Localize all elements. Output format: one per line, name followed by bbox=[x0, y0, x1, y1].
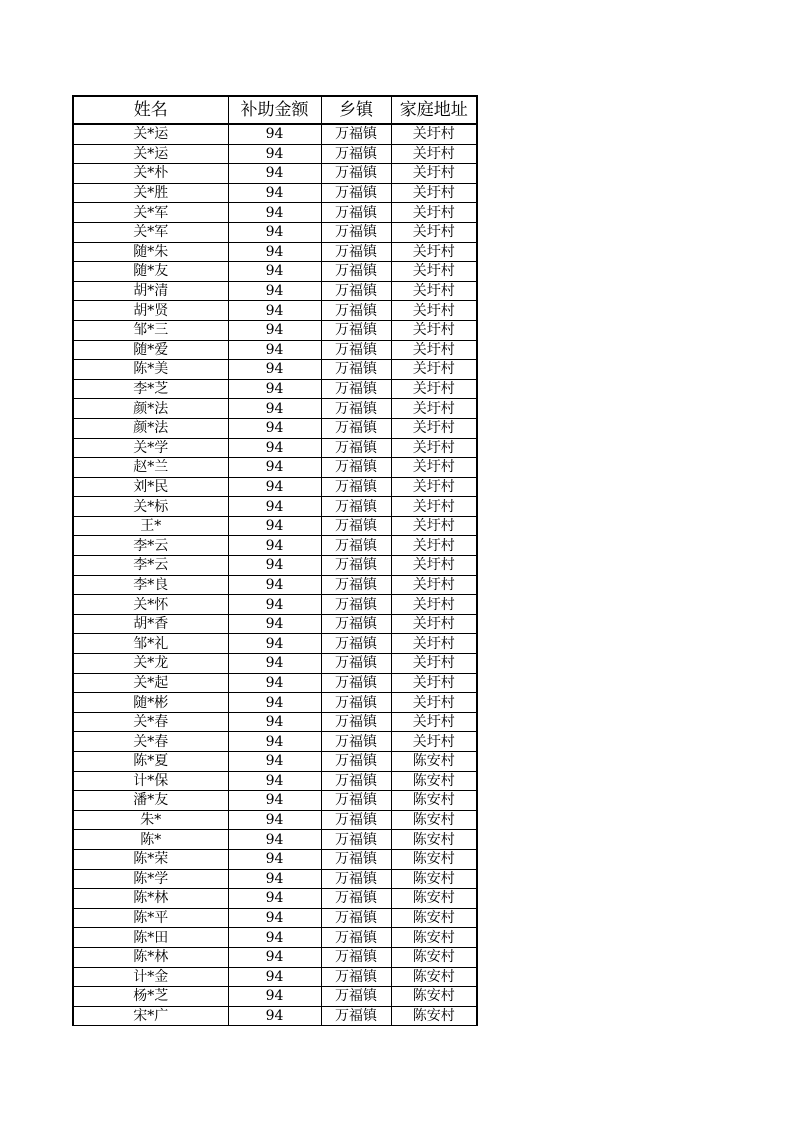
cell-subsidy-amount: 94 bbox=[228, 379, 321, 399]
cell-home-address: 陈安村 bbox=[391, 771, 477, 791]
table-row bbox=[73, 399, 477, 419]
cell-township: 万福镇 bbox=[321, 752, 391, 772]
cell-home-address: 关圩村 bbox=[391, 360, 477, 380]
table-row bbox=[73, 340, 477, 360]
cell-name: 潘*友 bbox=[73, 791, 228, 811]
cell-subsidy-amount: 94 bbox=[228, 928, 321, 948]
cell-township: 万福镇 bbox=[321, 399, 391, 419]
cell-name: 陈*夏 bbox=[73, 752, 228, 772]
cell-township: 万福镇 bbox=[321, 830, 391, 850]
cell-subsidy-amount: 94 bbox=[228, 654, 321, 674]
cell-name: 王* bbox=[73, 516, 228, 536]
cell-home-address: 关圩村 bbox=[391, 516, 477, 536]
table-row bbox=[73, 947, 477, 967]
cell-name: 关*龙 bbox=[73, 654, 228, 674]
cell-name: 赵*兰 bbox=[73, 458, 228, 478]
cell-home-address: 关圩村 bbox=[391, 222, 477, 242]
cell-home-address: 关圩村 bbox=[391, 242, 477, 262]
cell-township: 万福镇 bbox=[321, 320, 391, 340]
table-row bbox=[73, 516, 477, 536]
cell-township: 万福镇 bbox=[321, 458, 391, 478]
cell-township: 万福镇 bbox=[321, 222, 391, 242]
cell-subsidy-amount: 94 bbox=[228, 791, 321, 811]
table-row bbox=[73, 438, 477, 458]
cell-home-address: 关圩村 bbox=[391, 379, 477, 399]
cell-subsidy-amount: 94 bbox=[228, 752, 321, 772]
cell-subsidy-amount: 94 bbox=[228, 497, 321, 517]
cell-township: 万福镇 bbox=[321, 418, 391, 438]
table-row bbox=[73, 124, 477, 144]
table-row bbox=[73, 320, 477, 340]
cell-township: 万福镇 bbox=[321, 301, 391, 321]
cell-home-address: 关圩村 bbox=[391, 301, 477, 321]
cell-name: 邹*礼 bbox=[73, 634, 228, 654]
cell-home-address: 陈安村 bbox=[391, 967, 477, 987]
table-row bbox=[73, 497, 477, 517]
table-row bbox=[73, 458, 477, 478]
cell-subsidy-amount: 94 bbox=[228, 183, 321, 203]
cell-township: 万福镇 bbox=[321, 673, 391, 693]
table-row bbox=[73, 634, 477, 654]
cell-name: 关*春 bbox=[73, 732, 228, 752]
cell-name: 陈*荣 bbox=[73, 849, 228, 869]
cell-subsidy-amount: 94 bbox=[228, 320, 321, 340]
cell-township: 万福镇 bbox=[321, 1006, 391, 1026]
cell-subsidy-amount: 94 bbox=[228, 575, 321, 595]
cell-home-address: 关圩村 bbox=[391, 418, 477, 438]
cell-home-address: 关圩村 bbox=[391, 654, 477, 674]
cell-subsidy-amount: 94 bbox=[228, 947, 321, 967]
cell-subsidy-amount: 94 bbox=[228, 164, 321, 184]
cell-township: 万福镇 bbox=[321, 438, 391, 458]
cell-home-address: 关圩村 bbox=[391, 164, 477, 184]
subsidy-table bbox=[72, 95, 478, 1026]
cell-home-address: 关圩村 bbox=[391, 183, 477, 203]
table-row bbox=[73, 869, 477, 889]
table-row bbox=[73, 771, 477, 791]
cell-township: 万福镇 bbox=[321, 183, 391, 203]
cell-township: 万福镇 bbox=[321, 928, 391, 948]
cell-name: 刘*民 bbox=[73, 477, 228, 497]
table-row bbox=[73, 477, 477, 497]
cell-home-address: 关圩村 bbox=[391, 732, 477, 752]
cell-name: 陈*田 bbox=[73, 928, 228, 948]
cell-township: 万福镇 bbox=[321, 575, 391, 595]
cell-subsidy-amount: 94 bbox=[228, 889, 321, 909]
cell-township: 万福镇 bbox=[321, 281, 391, 301]
cell-township: 万福镇 bbox=[321, 947, 391, 967]
cell-subsidy-amount: 94 bbox=[228, 595, 321, 615]
cell-township: 万福镇 bbox=[321, 712, 391, 732]
cell-home-address: 陈安村 bbox=[391, 830, 477, 850]
cell-subsidy-amount: 94 bbox=[228, 732, 321, 752]
header-name: 姓名 bbox=[73, 96, 228, 124]
cell-subsidy-amount: 94 bbox=[228, 614, 321, 634]
table-row bbox=[73, 849, 477, 869]
table-row bbox=[73, 830, 477, 850]
cell-name: 宋*广 bbox=[73, 1006, 228, 1026]
cell-subsidy-amount: 94 bbox=[228, 634, 321, 654]
cell-name: 随*彬 bbox=[73, 693, 228, 713]
cell-township: 万福镇 bbox=[321, 791, 391, 811]
cell-home-address: 陈安村 bbox=[391, 928, 477, 948]
cell-home-address: 关圩村 bbox=[391, 536, 477, 556]
cell-home-address: 陈安村 bbox=[391, 1006, 477, 1026]
cell-home-address: 关圩村 bbox=[391, 634, 477, 654]
cell-name: 关*运 bbox=[73, 124, 228, 144]
cell-township: 万福镇 bbox=[321, 654, 391, 674]
header-home-address: 家庭地址 bbox=[391, 96, 477, 124]
table-row bbox=[73, 575, 477, 595]
cell-township: 万福镇 bbox=[321, 889, 391, 909]
table-row bbox=[73, 360, 477, 380]
table-row bbox=[73, 712, 477, 732]
cell-name: 朱* bbox=[73, 810, 228, 830]
cell-name: 李*良 bbox=[73, 575, 228, 595]
cell-subsidy-amount: 94 bbox=[228, 869, 321, 889]
table-row bbox=[73, 791, 477, 811]
cell-township: 万福镇 bbox=[321, 536, 391, 556]
table-row bbox=[73, 379, 477, 399]
cell-subsidy-amount: 94 bbox=[228, 673, 321, 693]
cell-township: 万福镇 bbox=[321, 477, 391, 497]
table-row bbox=[73, 281, 477, 301]
cell-township: 万福镇 bbox=[321, 124, 391, 144]
cell-name: 陈*学 bbox=[73, 869, 228, 889]
table-row bbox=[73, 418, 477, 438]
table-row bbox=[73, 262, 477, 282]
cell-name: 关*朴 bbox=[73, 164, 228, 184]
table-row bbox=[73, 752, 477, 772]
table-row bbox=[73, 732, 477, 752]
table-row bbox=[73, 987, 477, 1007]
cell-township: 万福镇 bbox=[321, 379, 391, 399]
cell-name: 关*胜 bbox=[73, 183, 228, 203]
cell-home-address: 关圩村 bbox=[391, 124, 477, 144]
cell-home-address: 关圩村 bbox=[391, 712, 477, 732]
cell-township: 万福镇 bbox=[321, 908, 391, 928]
cell-home-address: 关圩村 bbox=[391, 340, 477, 360]
cell-name: 关*怀 bbox=[73, 595, 228, 615]
table-header-row bbox=[73, 96, 477, 124]
cell-subsidy-amount: 94 bbox=[228, 1006, 321, 1026]
cell-home-address: 陈安村 bbox=[391, 987, 477, 1007]
cell-home-address: 关圩村 bbox=[391, 320, 477, 340]
cell-home-address: 陈安村 bbox=[391, 810, 477, 830]
cell-home-address: 陈安村 bbox=[391, 869, 477, 889]
cell-subsidy-amount: 94 bbox=[228, 849, 321, 869]
cell-subsidy-amount: 94 bbox=[228, 301, 321, 321]
table-row bbox=[73, 673, 477, 693]
table-row bbox=[73, 810, 477, 830]
cell-home-address: 关圩村 bbox=[391, 262, 477, 282]
table-row bbox=[73, 967, 477, 987]
cell-township: 万福镇 bbox=[321, 203, 391, 223]
cell-home-address: 关圩村 bbox=[391, 458, 477, 478]
table-row bbox=[73, 556, 477, 576]
cell-home-address: 关圩村 bbox=[391, 438, 477, 458]
cell-township: 万福镇 bbox=[321, 164, 391, 184]
cell-home-address: 关圩村 bbox=[391, 595, 477, 615]
cell-home-address: 陈安村 bbox=[391, 849, 477, 869]
cell-name: 随*友 bbox=[73, 262, 228, 282]
cell-name: 关*春 bbox=[73, 712, 228, 732]
cell-subsidy-amount: 94 bbox=[228, 556, 321, 576]
table-row bbox=[73, 164, 477, 184]
cell-home-address: 关圩村 bbox=[391, 399, 477, 419]
cell-subsidy-amount: 94 bbox=[228, 360, 321, 380]
table-row bbox=[73, 908, 477, 928]
cell-name: 胡*清 bbox=[73, 281, 228, 301]
cell-name: 关*军 bbox=[73, 222, 228, 242]
subsidy-table-sheet bbox=[72, 95, 478, 1026]
cell-township: 万福镇 bbox=[321, 849, 391, 869]
cell-township: 万福镇 bbox=[321, 242, 391, 262]
cell-subsidy-amount: 94 bbox=[228, 281, 321, 301]
cell-home-address: 关圩村 bbox=[391, 693, 477, 713]
cell-home-address: 陈安村 bbox=[391, 791, 477, 811]
cell-township: 万福镇 bbox=[321, 595, 391, 615]
cell-home-address: 陈安村 bbox=[391, 752, 477, 772]
table-row bbox=[73, 222, 477, 242]
cell-subsidy-amount: 94 bbox=[228, 516, 321, 536]
cell-township: 万福镇 bbox=[321, 144, 391, 164]
cell-subsidy-amount: 94 bbox=[228, 771, 321, 791]
header-township: 乡镇 bbox=[321, 96, 391, 124]
table-row bbox=[73, 889, 477, 909]
cell-name: 陈*林 bbox=[73, 889, 228, 909]
cell-subsidy-amount: 94 bbox=[228, 222, 321, 242]
cell-township: 万福镇 bbox=[321, 556, 391, 576]
cell-subsidy-amount: 94 bbox=[228, 536, 321, 556]
cell-name: 随*朱 bbox=[73, 242, 228, 262]
cell-name: 计*保 bbox=[73, 771, 228, 791]
cell-township: 万福镇 bbox=[321, 262, 391, 282]
cell-name: 李*芝 bbox=[73, 379, 228, 399]
cell-township: 万福镇 bbox=[321, 987, 391, 1007]
cell-township: 万福镇 bbox=[321, 771, 391, 791]
cell-subsidy-amount: 94 bbox=[228, 477, 321, 497]
cell-subsidy-amount: 94 bbox=[228, 712, 321, 732]
cell-subsidy-amount: 94 bbox=[228, 458, 321, 478]
cell-subsidy-amount: 94 bbox=[228, 340, 321, 360]
cell-township: 万福镇 bbox=[321, 516, 391, 536]
cell-home-address: 关圩村 bbox=[391, 144, 477, 164]
cell-subsidy-amount: 94 bbox=[228, 262, 321, 282]
cell-subsidy-amount: 94 bbox=[228, 418, 321, 438]
cell-name: 关*学 bbox=[73, 438, 228, 458]
table-row bbox=[73, 536, 477, 556]
cell-home-address: 关圩村 bbox=[391, 614, 477, 634]
cell-subsidy-amount: 94 bbox=[228, 124, 321, 144]
cell-township: 万福镇 bbox=[321, 340, 391, 360]
table-row bbox=[73, 614, 477, 634]
cell-name: 陈*林 bbox=[73, 947, 228, 967]
cell-subsidy-amount: 94 bbox=[228, 203, 321, 223]
cell-home-address: 陈安村 bbox=[391, 889, 477, 909]
cell-name: 计*金 bbox=[73, 967, 228, 987]
cell-township: 万福镇 bbox=[321, 869, 391, 889]
cell-home-address: 关圩村 bbox=[391, 477, 477, 497]
cell-home-address: 关圩村 bbox=[391, 673, 477, 693]
cell-name: 关*军 bbox=[73, 203, 228, 223]
cell-home-address: 关圩村 bbox=[391, 203, 477, 223]
cell-home-address: 关圩村 bbox=[391, 497, 477, 517]
cell-name: 陈*平 bbox=[73, 908, 228, 928]
cell-subsidy-amount: 94 bbox=[228, 242, 321, 262]
cell-township: 万福镇 bbox=[321, 497, 391, 517]
cell-subsidy-amount: 94 bbox=[228, 967, 321, 987]
cell-township: 万福镇 bbox=[321, 634, 391, 654]
cell-subsidy-amount: 94 bbox=[228, 810, 321, 830]
cell-township: 万福镇 bbox=[321, 693, 391, 713]
cell-subsidy-amount: 94 bbox=[228, 693, 321, 713]
cell-township: 万福镇 bbox=[321, 360, 391, 380]
table-row bbox=[73, 242, 477, 262]
cell-name: 随*爱 bbox=[73, 340, 228, 360]
cell-subsidy-amount: 94 bbox=[228, 144, 321, 164]
cell-township: 万福镇 bbox=[321, 967, 391, 987]
header-subsidy-amount: 补助金额 bbox=[228, 96, 321, 124]
table-row bbox=[73, 183, 477, 203]
table-row bbox=[73, 144, 477, 164]
cell-name: 陈* bbox=[73, 830, 228, 850]
cell-subsidy-amount: 94 bbox=[228, 987, 321, 1007]
table-row bbox=[73, 928, 477, 948]
cell-name: 颜*法 bbox=[73, 418, 228, 438]
cell-home-address: 陈安村 bbox=[391, 947, 477, 967]
table-row bbox=[73, 203, 477, 223]
cell-name: 邹*三 bbox=[73, 320, 228, 340]
table-body bbox=[73, 124, 477, 1026]
cell-name: 陈*美 bbox=[73, 360, 228, 380]
cell-name: 胡*贤 bbox=[73, 301, 228, 321]
cell-subsidy-amount: 94 bbox=[228, 438, 321, 458]
table-row bbox=[73, 654, 477, 674]
cell-township: 万福镇 bbox=[321, 810, 391, 830]
cell-home-address: 关圩村 bbox=[391, 556, 477, 576]
cell-name: 杨*芝 bbox=[73, 987, 228, 1007]
cell-subsidy-amount: 94 bbox=[228, 399, 321, 419]
table-row bbox=[73, 1006, 477, 1026]
cell-home-address: 关圩村 bbox=[391, 575, 477, 595]
cell-name: 关*运 bbox=[73, 144, 228, 164]
cell-name: 胡*香 bbox=[73, 614, 228, 634]
cell-township: 万福镇 bbox=[321, 732, 391, 752]
table-row bbox=[73, 595, 477, 615]
cell-name: 关*标 bbox=[73, 497, 228, 517]
cell-name: 李*云 bbox=[73, 556, 228, 576]
cell-home-address: 陈安村 bbox=[391, 908, 477, 928]
cell-home-address: 关圩村 bbox=[391, 281, 477, 301]
table-row bbox=[73, 693, 477, 713]
cell-name: 李*云 bbox=[73, 536, 228, 556]
cell-subsidy-amount: 94 bbox=[228, 830, 321, 850]
cell-name: 关*起 bbox=[73, 673, 228, 693]
cell-subsidy-amount: 94 bbox=[228, 908, 321, 928]
cell-township: 万福镇 bbox=[321, 614, 391, 634]
cell-name: 颜*法 bbox=[73, 399, 228, 419]
table-row bbox=[73, 301, 477, 321]
